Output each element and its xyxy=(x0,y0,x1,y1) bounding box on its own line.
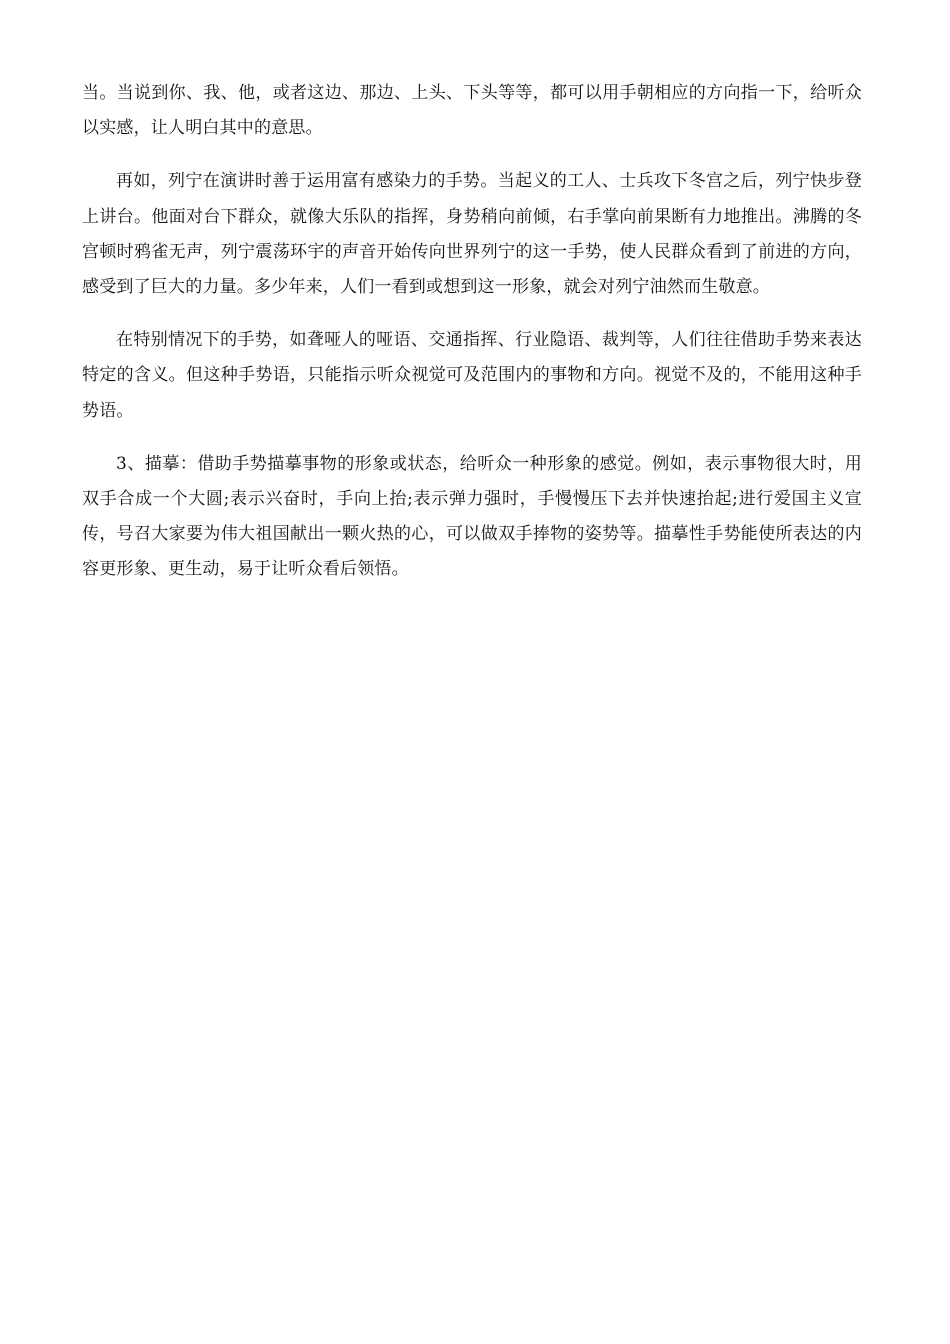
document-body xyxy=(82,76,862,606)
paragraph-1: 当。当说到你、我、他，或者这边、那边、上头、下头等等，都可以用手朝相应的方向指一下，给听众以实感，让人明白其中的意思。 xyxy=(82,83,862,139)
paragraph-2: 再如，列宁在演讲时善于运用富有感染力的手势。当起义的工人、士兵攻下冬宫之后，列宁快步登上讲台。他面对台下群众，就像大乐队的指挥，身势稍向前倾，右手掌向前果断有力地推出。沸腾的冬宫顿时鸦雀无声，列宁震荡环宇的声音开始传向世界列宁的这一手势，使人民群众看到了前进的方向，感受到了巨大的力量。多少年来，人们一看到或想到这一形象，就会对列宁油然而生敬意。 xyxy=(82,171,862,298)
paragraph-4: 3、描摹：借助手势描摹事物的形象或状态，给听众一种形象的感觉。例如，表示事物很大时，用双手合成一个大圆;表示兴奋时，手向上抬;表示弹力强时，手慢慢压下去并快速抬起;进行爱国主义宣传，号召大家要为伟大祖国献出一颗火热的心，可以做双手捧物的姿势等。描摹性手势能使所表达的内容更形象、更生动，易于让听众看后领悟。 xyxy=(82,453,862,580)
paragraph-3: 在特别情况下的手势，如聋哑人的哑语、交通指挥、行业隐语、裁判等，人们往往借助手势来表达特定的含义。但这种手势语，只能指示听众视觉可及范围内的事物和方向。视觉不及的，不能用这种手势语。 xyxy=(82,330,862,421)
